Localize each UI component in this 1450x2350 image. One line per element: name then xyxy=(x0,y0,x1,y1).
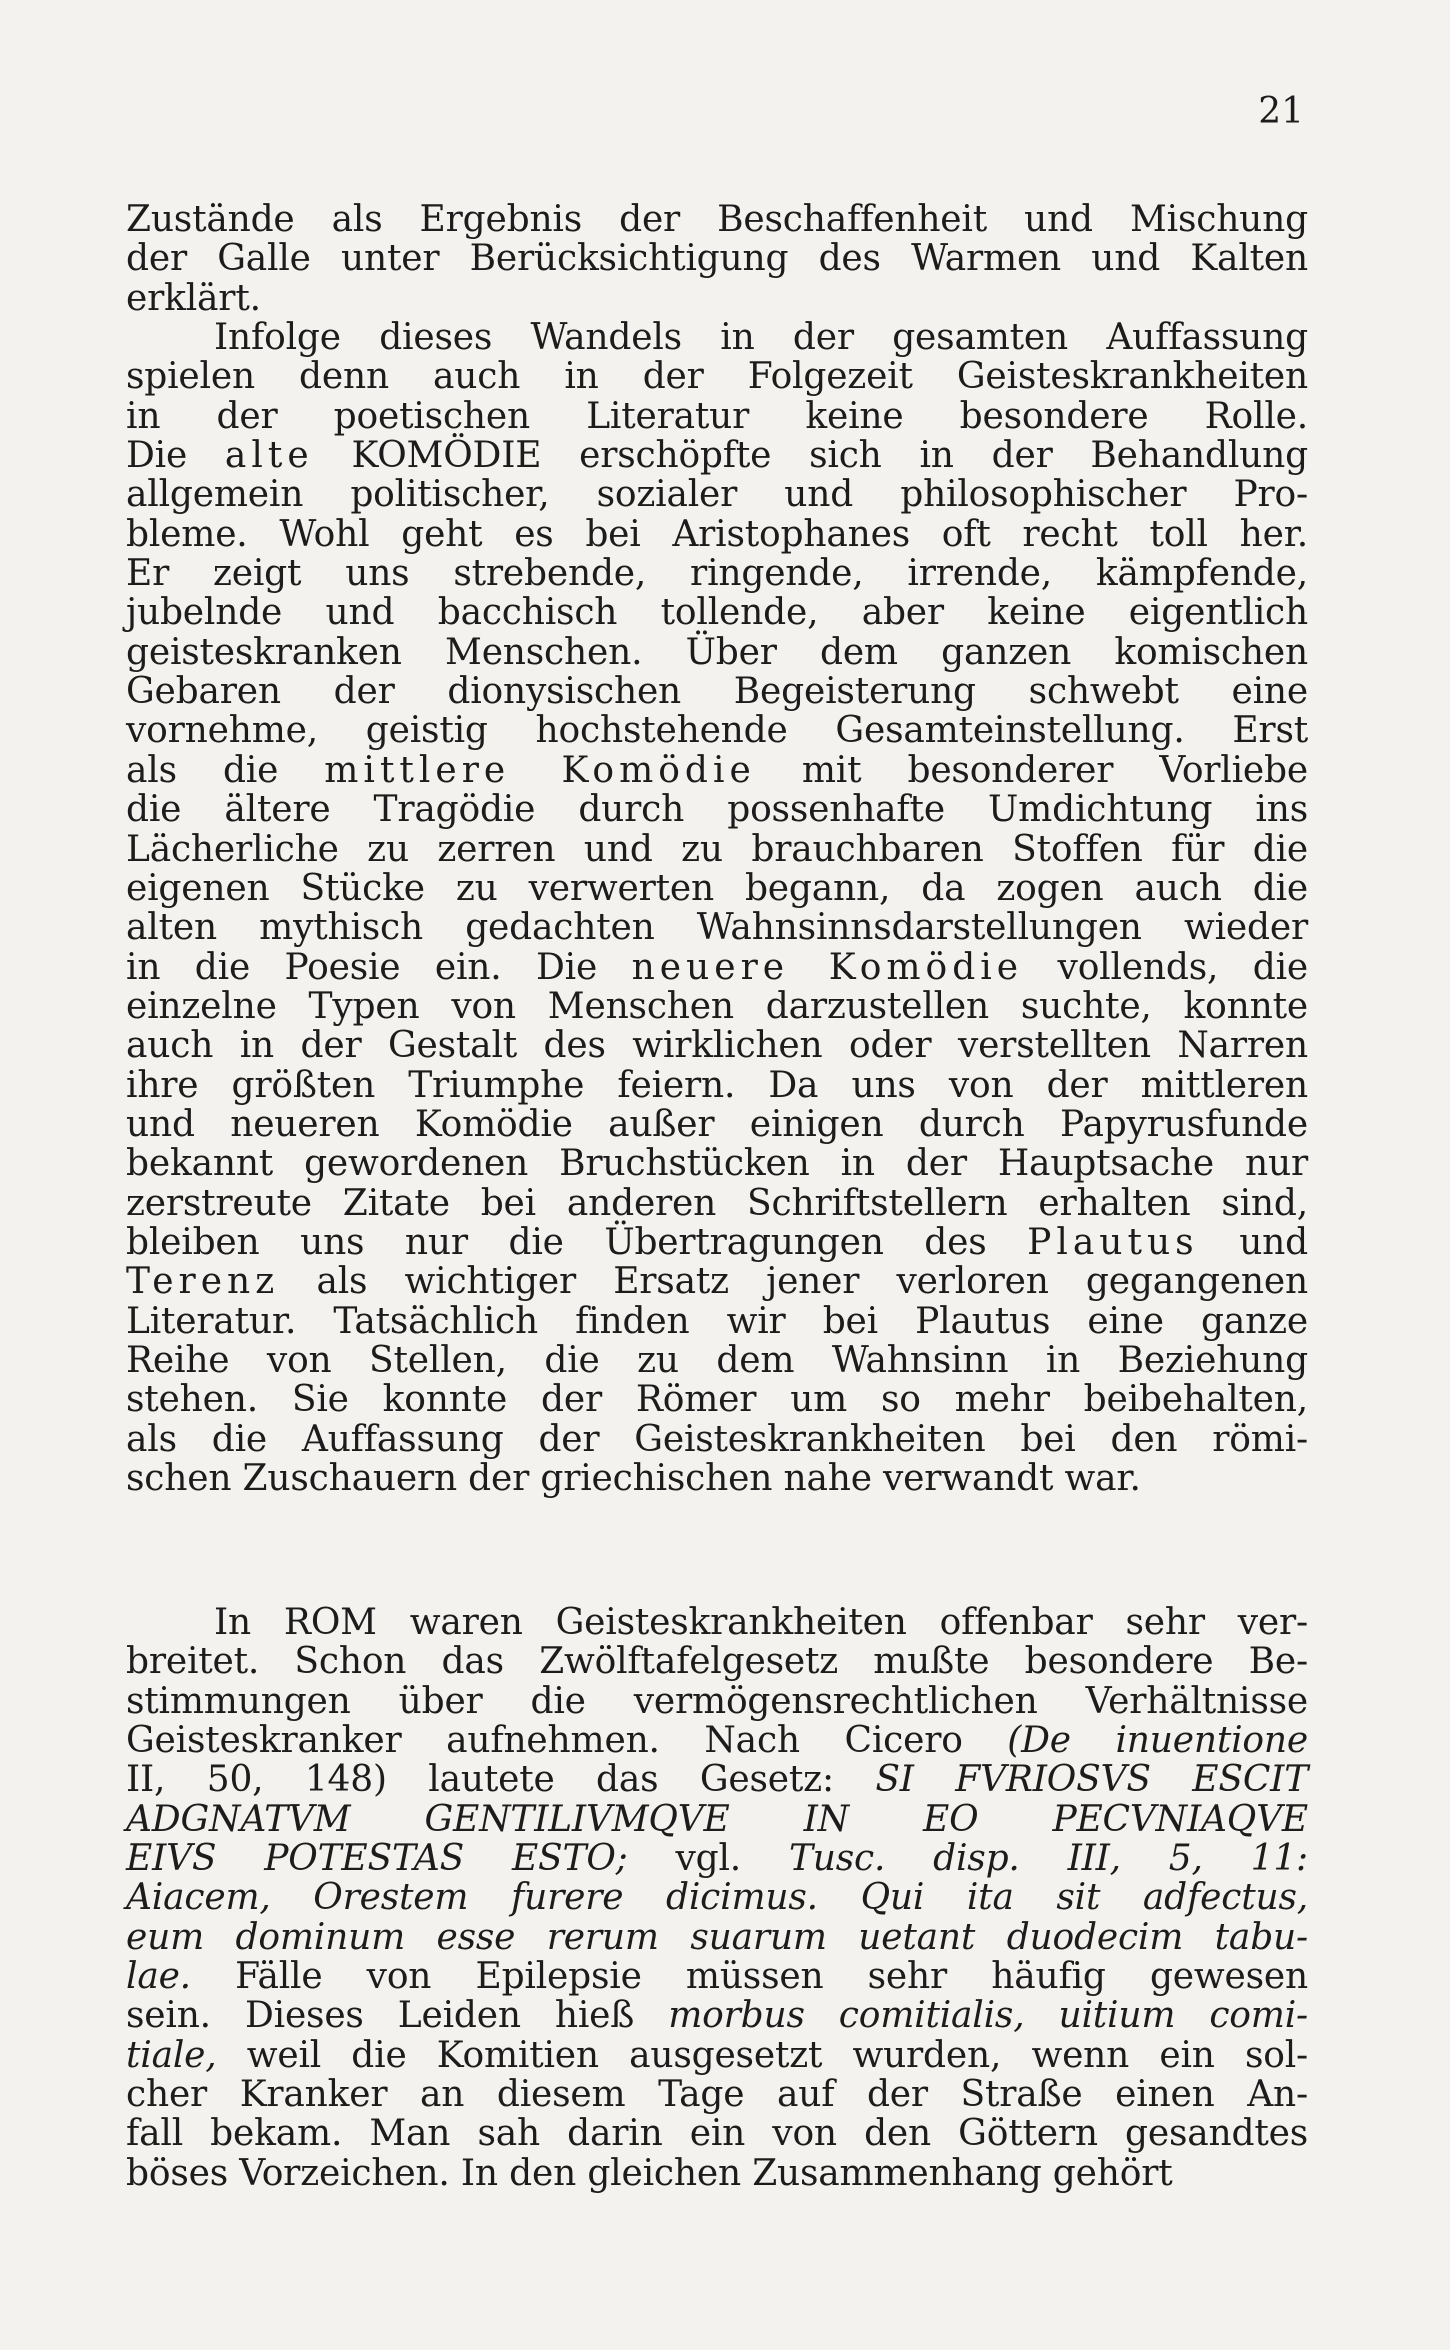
text-run: alten mythisch gedachten Wahnsinnsdarstellungen wieder xyxy=(126,907,1308,949)
text-line xyxy=(126,948,1308,987)
text-run: böses Vorzeichen. In den gleichen Zusammenhang gehört xyxy=(126,2152,1173,2194)
text-run: als die xyxy=(126,749,325,791)
text-line xyxy=(126,1839,1308,1878)
text-run: vollends, die xyxy=(1023,946,1309,988)
text-line xyxy=(126,357,1308,396)
text-run: fall bekam. Man sah darin ein von den Göttern gesandtes xyxy=(126,2113,1308,2155)
text-run: eigenen Stücke zu verwerten begann, da zogen auch die xyxy=(126,867,1308,909)
text-run: Infolge dieses Wandels in der gesamten Auffassung xyxy=(214,317,1308,359)
text-line xyxy=(126,593,1308,632)
text-line xyxy=(126,1105,1308,1144)
text-run: cher Kranker an diesem Tage auf der Straße einen An- xyxy=(126,2074,1308,2116)
text-run: sein. Dieses Leiden hieß xyxy=(126,1995,669,2037)
italic-text: Tusc. disp. III, 5, 11: xyxy=(788,1838,1308,1880)
text-line xyxy=(126,830,1308,869)
spaced-emphasis: mittlere Komödie xyxy=(324,749,756,791)
text-run: vornehme, geistig hochstehende Gesamteinstellung. Erst xyxy=(126,710,1308,752)
text-line xyxy=(126,1642,1308,1681)
text-line xyxy=(126,279,1308,318)
text-line xyxy=(126,2114,1308,2153)
text-line xyxy=(126,1721,1308,1760)
text-line xyxy=(126,1066,1308,1105)
paragraph-1 xyxy=(126,200,1308,318)
text-line xyxy=(126,1341,1308,1380)
text-line xyxy=(126,1800,1308,1839)
paragraph-2 xyxy=(126,318,1308,1498)
text-line xyxy=(126,2154,1308,2193)
text-line xyxy=(126,2036,1308,2075)
text-run: in die Poesie ein. Die xyxy=(126,946,632,988)
text-run: als die Auffassung der Geisteskrankheiten bei den römi- xyxy=(126,1418,1308,1460)
text-run: spielen denn auch in der Folgezeit Geisteskrankheiten xyxy=(126,356,1308,398)
text-run: Fälle von Epilepsie müssen sehr häufig gewesen xyxy=(190,1956,1308,1998)
text-line xyxy=(126,200,1308,239)
text-run: breitet. Schon das Zwölftafelgesetz mußte besondere Be- xyxy=(126,1641,1308,1683)
text-line xyxy=(126,1957,1308,1996)
text-run: in der poetischen Literatur keine besondere Rolle. xyxy=(126,395,1308,437)
spaced-emphasis: neuere Komödie xyxy=(631,946,1024,988)
text-run: weil die Komitien ausgesetzt wurden, wenn ein sol- xyxy=(216,2034,1308,2076)
text-run: erklärt. xyxy=(126,277,261,319)
text-line xyxy=(126,869,1308,908)
text-line xyxy=(126,1996,1308,2035)
italic-text: eum dominum esse rerum suarum uetant duodecim tabu- xyxy=(126,1916,1308,1958)
text-line xyxy=(126,672,1308,711)
text-run: stehen. Sie konnte der Römer um so mehr beibehalten, xyxy=(126,1379,1308,1421)
page-number: 21 xyxy=(1258,91,1304,132)
text-run: schen Zuschauern der griechischen nahe verwandt war. xyxy=(126,1458,1141,1499)
text-run: geisteskranken Menschen. Über dem ganzen komischen xyxy=(126,631,1308,673)
text-run: allgemein politischer, sozialer und philosophischer Pro- xyxy=(126,474,1308,516)
italic-text: morbus comitialis, uitium comi- xyxy=(668,1995,1308,2037)
spaced-emphasis: alte xyxy=(224,435,314,477)
text-line xyxy=(126,1184,1308,1223)
italic-text: (De inuentione xyxy=(1007,1720,1308,1762)
spaced-emphasis: Terenz xyxy=(126,1261,280,1303)
text-run: Reihe von Stellen, die zu dem Wahnsinn in Beziehung xyxy=(126,1339,1308,1381)
text-line xyxy=(126,1223,1308,1262)
text-run: Lächerliche zu zerren und zu brauchbaren Stoffen für die xyxy=(126,828,1308,870)
text-run: II, 50, 148) lautete das Gesetz: xyxy=(126,1759,876,1801)
text-run: bleiben uns nur die Übertragungen des xyxy=(126,1221,1028,1263)
italic-text: lae. xyxy=(126,1956,191,1998)
italic-text: EIVS POTESTAS ESTO; xyxy=(126,1838,628,1880)
text-run: mit besonderer Vorliebe xyxy=(755,749,1308,791)
text-line xyxy=(126,475,1308,514)
text-line xyxy=(126,711,1308,750)
italic-text: tiale, xyxy=(126,2034,217,2076)
text-run: die ältere Tragödie durch possenhafte Umdichtung ins xyxy=(126,789,1308,831)
text-run: jubelnde und bacchisch tollende, aber keine eigentlich xyxy=(126,592,1308,634)
text-run: Literatur. Tatsächlich finden wir bei Plautus eine ganze xyxy=(126,1300,1308,1342)
text-run: Zustände als Ergebnis der Beschaffenheit und Mischung xyxy=(126,199,1308,240)
text-line xyxy=(126,1682,1308,1721)
text-run: Geisteskranker aufnehmen. Nach Cicero xyxy=(126,1720,1008,1762)
text-run: ihre größten Triumphe feiern. Da uns von der mittleren xyxy=(126,1064,1308,1106)
text-line xyxy=(126,436,1308,475)
text-run: Gebaren der dionysischen Begeisterung schwebt eine xyxy=(126,671,1308,713)
text-line xyxy=(126,1380,1308,1419)
text-run: der Galle unter Berücksichtigung des Warmen und Kalten xyxy=(126,238,1308,280)
text-line xyxy=(126,397,1308,436)
text-run: und xyxy=(1198,1221,1309,1263)
text-run: Die xyxy=(126,435,225,477)
text-run: stimmungen über die vermögensrechtlichen Verhältnisse xyxy=(126,1680,1308,1722)
text-block-upper xyxy=(126,200,1308,1498)
italic-text: Aiacem, Orestem furere dicimus. Qui ita sit adfectus, xyxy=(126,1877,1308,1919)
text-run: Er zeigt uns strebende, ringende, irrende, kämpfende, xyxy=(126,553,1308,595)
text-line xyxy=(126,515,1308,554)
text-run: als wichtiger Ersatz jener verloren gegangenen xyxy=(279,1261,1308,1303)
text-block-lower xyxy=(126,1603,1308,2193)
text-line xyxy=(126,1918,1308,1957)
text-run: KOMÖDIE erschöpfte sich in der Behandlung xyxy=(313,435,1308,477)
text-line xyxy=(126,1262,1308,1301)
paragraph-3 xyxy=(126,1603,1308,2193)
text-line xyxy=(126,1026,1308,1065)
text-run: zerstreute Zitate bei anderen Schriftstellern erhalten sind, xyxy=(126,1182,1308,1224)
text-run: bekannt gewordenen Bruchstücken in der Hauptsache nur xyxy=(126,1143,1308,1185)
italic-text: ADGNATVM GENTILIVMQVE IN EO PECVNIAQVE xyxy=(126,1798,1308,1840)
text-line xyxy=(126,1603,1308,1642)
text-line xyxy=(126,1760,1308,1799)
text-line xyxy=(126,1459,1308,1498)
text-line xyxy=(126,987,1308,1026)
text-line xyxy=(126,1420,1308,1459)
text-line xyxy=(126,790,1308,829)
text-line xyxy=(126,1144,1308,1183)
text-line xyxy=(126,2075,1308,2114)
text-run: und neueren Komödie außer einigen durch Papyrusfunde xyxy=(126,1103,1308,1145)
text-run: auch in der Gestalt des wirklichen oder verstellten Narren xyxy=(126,1025,1308,1067)
text-run: vgl. xyxy=(627,1838,789,1880)
text-line xyxy=(126,751,1308,790)
text-line xyxy=(126,1878,1308,1917)
text-line xyxy=(126,633,1308,672)
text-run: bleme. Wohl geht es bei Aristophanes oft recht toll her. xyxy=(126,513,1308,555)
spaced-emphasis: Plautus xyxy=(1027,1221,1199,1263)
text-line xyxy=(126,318,1308,357)
text-line xyxy=(126,1302,1308,1341)
text-run: einzelne Typen von Menschen darzustellen suchte, konnte xyxy=(126,985,1308,1027)
text-line xyxy=(126,239,1308,278)
text-line xyxy=(126,908,1308,947)
text-line xyxy=(126,554,1308,593)
italic-text: SI FVRIOSVS ESCIT xyxy=(875,1759,1309,1801)
text-run: In ROM waren Geisteskrankheiten offenbar sehr ver- xyxy=(214,1602,1308,1643)
